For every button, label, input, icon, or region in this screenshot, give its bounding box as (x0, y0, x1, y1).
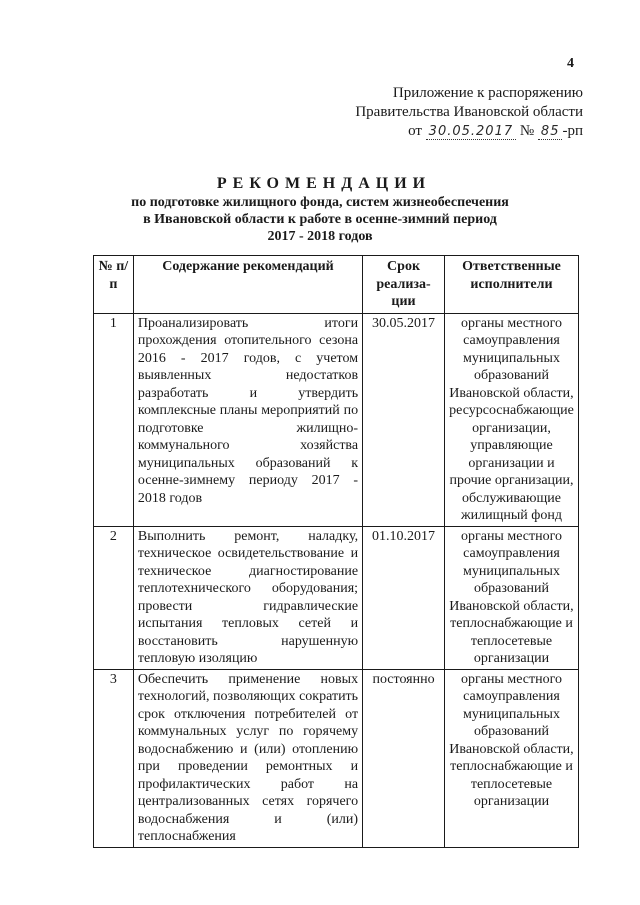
row-num: 2 (94, 526, 134, 669)
appendix-line-2: Правительства Ивановской области (355, 104, 583, 120)
appendix-line-1: Приложение к распоряжению (392, 85, 583, 101)
row-num: 3 (94, 669, 134, 847)
row-exec: органы местного самоуправления муниципальных образований Ивановской области, ресурсоснабжающие организации, управляющие организации и прочие организации, обслуживающие жилищный фонд (444, 313, 578, 526)
number-prefix: № (519, 123, 535, 139)
header-date: Срок реализа-ции (363, 256, 445, 314)
row-date: 30.05.2017 (363, 313, 445, 526)
row-num: 1 (94, 313, 134, 526)
table-row (94, 313, 579, 526)
header-num: № п/п (94, 256, 134, 314)
appendix-header (355, 84, 583, 141)
row-exec: органы местного самоуправления муниципальных образований Ивановской области, теплоснабжающие и теплосетевые организации (444, 526, 578, 669)
table-header-row (94, 256, 579, 314)
title-line-2: в Ивановской области к работе в осенне-зимний период (143, 212, 497, 227)
title-line-3: 2017 - 2018 годов (267, 229, 373, 244)
row-content: Проанализировать итоги прохождения отопительного сезона 2016 - 2017 годов, с учетом выявленных недостатков разработать и утвердить комплексные планы мероприятий по подготовке жилищно-коммунального хозяйства муниципальных образований к осенне-зимнему периоду 2017 - 2018 годов (133, 313, 362, 526)
row-date: 01.10.2017 (363, 526, 445, 669)
header-exec: Ответственные исполнители (444, 256, 578, 314)
table-row (94, 669, 579, 847)
table-row (94, 526, 579, 669)
document-title: РЕКОМЕНДАЦИИ (216, 175, 432, 192)
document-title-block (0, 174, 640, 245)
header-content: Содержание рекомендаций (133, 256, 362, 314)
handwritten-number: 85 (538, 124, 563, 140)
number-suffix: -рп (562, 123, 583, 139)
row-date: постоянно (363, 669, 445, 847)
recommendations-table (93, 255, 579, 848)
handwritten-date: 30.05.2017 (426, 124, 516, 140)
row-content: Обеспечить применение новых технологий, позволяющих сократить срок отключения потребителей от коммунальных услуг по горячему водоснабжению и (или) отоплению при проведении ремонтных и профилактических работ на централизованных сетях горячего водоснабжения и (или) теплоснабжения (133, 669, 362, 847)
appendix-date-line (355, 122, 583, 141)
row-content: Выполнить ремонт, наладку, техническое освидетельствование и техническое диагностирование теплотехнического оборудования; провести гидравлические испытания тепловых сетей и восстановить нарушенную тепловую изоляцию (133, 526, 362, 669)
title-line-1: по подготовке жилищного фонда, систем жизнеобеспечения (131, 195, 509, 210)
page-number: 4 (567, 56, 574, 71)
date-prefix: от (408, 123, 422, 139)
row-exec: органы местного самоуправления муниципальных образований Ивановской области, теплоснабжающие и теплосетевые организации (444, 669, 578, 847)
